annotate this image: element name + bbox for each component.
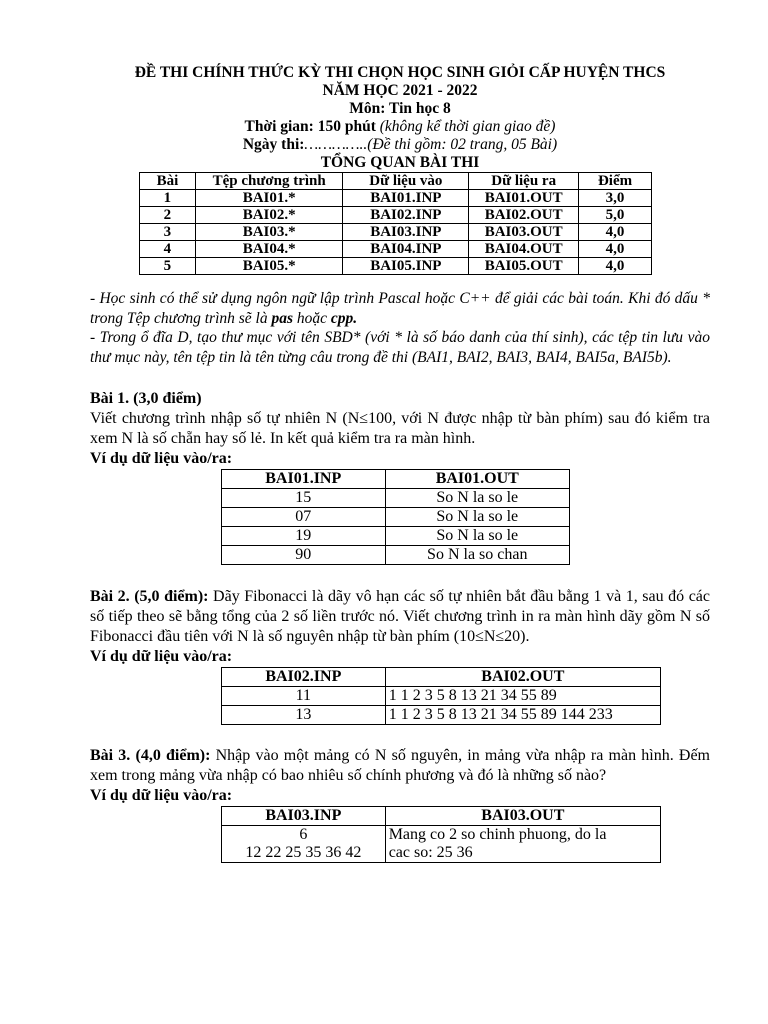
- bai1-title: Bài 1. (3,0 điểm): [90, 390, 202, 407]
- subject: Môn: Tin học 8: [349, 100, 451, 117]
- exam-page: [90, 64, 710, 863]
- school-year: NĂM HỌC 2021 - 2022: [322, 82, 478, 99]
- table-row: [222, 527, 570, 546]
- note-folder: - Trong ổ đĩa D, tạo thư mục với tên SBD* (với * là số báo danh của thí sinh), các tệp tin lưu vào thư mục này, tên tệp tin là tên từng câu trong đề thi (BAI1, BAI2, BAI3, BAI4, BAI5a, BAI5b).: [90, 329, 710, 366]
- table-row: [222, 508, 570, 527]
- date-note: …………..(Đề thi gồm: 02 trang, 05 Bài): [304, 136, 558, 153]
- col-header-program-file: Tệp chương trình: [195, 173, 343, 190]
- table-row: [222, 489, 570, 508]
- cell: BAI05.INP: [343, 258, 469, 275]
- out-line: cac so: 25 36: [388, 844, 473, 861]
- cell: BAI03.*: [195, 224, 343, 241]
- out-cell: 1 1 2 3 5 8 13 21 34 55 89: [385, 687, 660, 706]
- cell: 1: [140, 190, 196, 207]
- cell: 4,0: [579, 224, 652, 241]
- cell: BAI04.OUT: [469, 241, 579, 258]
- cell: BAI04.INP: [343, 241, 469, 258]
- note-language-text: - Học sinh có thể sử dụng ngôn ngữ lập trình Pascal hoặc C++ để giải các bài toán. Khi đó dấu * trong Tệp chương trình sẽ là: [90, 290, 710, 327]
- table-row: [222, 546, 570, 565]
- cell: BAI02.OUT: [469, 207, 579, 224]
- col-header-input: Dữ liệu vào: [343, 173, 469, 190]
- cell: BAI05.OUT: [469, 258, 579, 275]
- table-row: [140, 207, 652, 224]
- bai3-title: Bài 3. (4,0 điểm):: [90, 747, 211, 764]
- cell: BAI02.INP: [343, 207, 469, 224]
- exam-time: [90, 118, 710, 136]
- table-row: [140, 258, 652, 275]
- bai1-io-table: [221, 469, 570, 565]
- cell: BAI01.OUT: [469, 190, 579, 207]
- bai2-title: Bài 2. (5,0 điểm):: [90, 588, 209, 605]
- table-row: [222, 826, 661, 863]
- out-header: BAI03.OUT: [385, 807, 660, 826]
- bai1-example-label: Ví dụ dữ liệu vào/ra:: [90, 450, 233, 467]
- out-cell: So N la so le: [385, 489, 569, 508]
- table-row: [222, 687, 661, 706]
- inp-cell: 07: [222, 508, 386, 527]
- out-header: BAI02.OUT: [385, 668, 660, 687]
- cell: BAI01.*: [195, 190, 343, 207]
- bai2-text: Dãy Fibonacci là dãy vô hạn các số tự nhiên bắt đầu bằng 1 và 1, sau đó các số tiếp theo sẽ bằng tổng của 2 số liền trước nó. Viết chương trình in ra màn hình dãy gồm N số Fibonacci đầu tiên với N là số nguyên nhập từ bàn phím (10≤N≤20).: [90, 588, 711, 645]
- inp-line: 12 22 25 35 36 42: [245, 844, 362, 861]
- bai2-paragraph: [90, 587, 710, 647]
- inp-header: BAI01.INP: [222, 470, 386, 489]
- col-header-bai: Bài: [140, 173, 196, 190]
- inp-cell: 19: [222, 527, 386, 546]
- cell: 2: [140, 207, 196, 224]
- bai1-text: Viết chương trình nhập số tự nhiên N (N≤100, với N được nhập từ bàn phím) sau đó kiểm tra xem N là số chẵn hay số lẻ. In kết quả kiểm tra ra màn hình.: [90, 410, 710, 447]
- col-header-score: Điểm: [579, 173, 652, 190]
- out-header: BAI01.OUT: [385, 470, 569, 489]
- io-header-row: [222, 807, 661, 826]
- overview-table: [139, 172, 652, 275]
- table-row: [140, 190, 652, 207]
- cell: BAI01.INP: [343, 190, 469, 207]
- overview-title: TỔNG QUAN BÀI THI: [320, 154, 480, 171]
- notes: [90, 289, 710, 367]
- time-note: (không kể thời gian giao đề): [375, 118, 556, 135]
- cell: 4,0: [579, 241, 652, 258]
- cell: 5,0: [579, 207, 652, 224]
- table-row: [222, 706, 661, 725]
- out-line: Mang co 2 so chinh phuong, do la: [388, 826, 607, 843]
- exam-header: [90, 64, 710, 172]
- note-pas: pas: [271, 309, 294, 327]
- cell: 4,0: [579, 258, 652, 275]
- bai3-paragraph: [90, 746, 710, 786]
- inp-line: 6: [299, 826, 308, 843]
- io-header-row: [222, 668, 661, 687]
- cell: BAI04.*: [195, 241, 343, 258]
- date-label: Ngày thi:: [242, 136, 305, 153]
- cell: 5: [140, 258, 196, 275]
- exam-title: ĐỀ THI CHÍNH THỨC KỲ THI CHỌN HỌC SINH GIỎI CẤP HUYỆN THCS: [134, 64, 666, 81]
- cell: 3,0: [579, 190, 652, 207]
- note-cpp: cpp.: [330, 309, 358, 327]
- bai3-example-label: Ví dụ dữ liệu vào/ra:: [90, 787, 233, 804]
- note-language: [90, 289, 710, 328]
- cell: 4: [140, 241, 196, 258]
- cell: BAI02.*: [195, 207, 343, 224]
- inp-cell: [222, 826, 386, 863]
- overview-header-row: [140, 173, 652, 190]
- note-or: hoặc: [293, 309, 331, 327]
- table-row: [140, 241, 652, 258]
- inp-cell: 90: [222, 546, 386, 565]
- inp-cell: 13: [222, 706, 386, 725]
- out-cell: So N la so le: [385, 527, 569, 546]
- col-header-output: Dữ liệu ra: [469, 173, 579, 190]
- out-cell: So N la so le: [385, 508, 569, 527]
- inp-header: BAI02.INP: [222, 668, 386, 687]
- bai3-text: Nhập vào một mảng có N số nguyên, in mảng vừa nhập ra màn hình. Đếm xem trong mảng vừa nhập có bao nhiêu số chính phương và đó là những số nào?: [90, 747, 710, 784]
- bai3-io-table: [221, 806, 661, 863]
- bai2-io-table: [221, 667, 661, 725]
- bai2-example-label: Ví dụ dữ liệu vào/ra:: [90, 648, 233, 665]
- time-label: Thời gian: 150 phút: [244, 118, 376, 135]
- io-header-row: [222, 470, 570, 489]
- out-cell: 1 1 2 3 5 8 13 21 34 55 89 144 233: [385, 706, 660, 725]
- out-cell: [385, 826, 660, 863]
- cell: BAI03.OUT: [469, 224, 579, 241]
- cell: 3: [140, 224, 196, 241]
- out-cell: So N la so chan: [385, 546, 569, 565]
- table-row: [140, 224, 652, 241]
- exam-date: [90, 136, 710, 154]
- inp-header: BAI03.INP: [222, 807, 386, 826]
- inp-cell: 15: [222, 489, 386, 508]
- cell: BAI05.*: [195, 258, 343, 275]
- cell: BAI03.INP: [343, 224, 469, 241]
- inp-cell: 11: [222, 687, 386, 706]
